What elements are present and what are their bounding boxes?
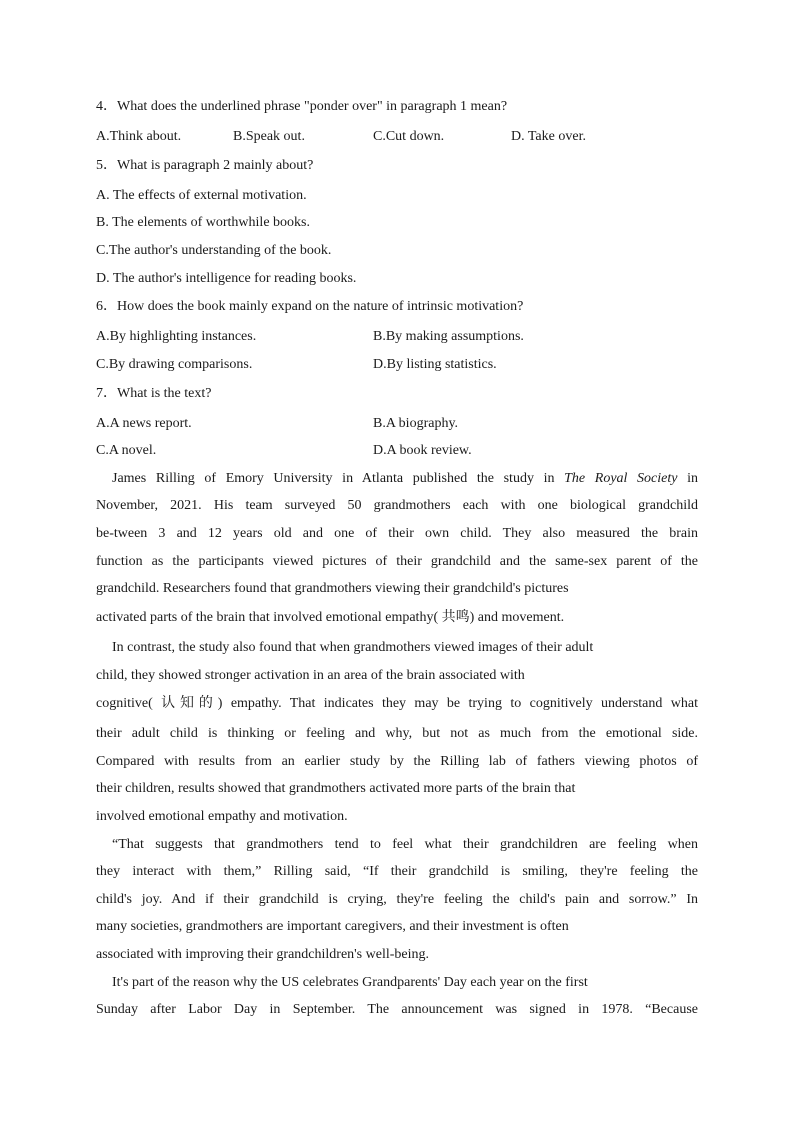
passage-p1-text-post: in: [687, 471, 699, 486]
question-5-option-c: C.The author's understanding of the book.: [96, 243, 332, 258]
question-4-option-b: B.Speak out.: [233, 129, 305, 144]
passage-p2-line-4: their adult child is thinking or feeling and why, but not as much from the emotional side.: [96, 726, 698, 741]
question-6-stem: 6．How does the book mainly expand on the nature of intrinsic motivation?: [96, 299, 524, 314]
passage-p3-line-5: associated with improving their grandchildren's well-being.: [96, 947, 429, 962]
passage-p2-line-7: involved emotional empathy and motivation.: [96, 809, 348, 824]
passage-p2-line-3: cognitive( 认知的) empathy. That indicates they may be trying to cognitively understand what: [96, 696, 698, 711]
question-5-option-d: D. The author's intelligence for reading books.: [96, 271, 357, 286]
question-4-option-c: C.Cut down.: [373, 129, 445, 144]
passage-p1-line-3: be-tween 3 and 12 years old and one of their own child. They also measured the brain: [96, 526, 698, 541]
passage-p2-line-1: In contrast, the study also found that when grandmothers viewed images of their adult: [112, 640, 594, 655]
journal-title: The Royal Society: [564, 471, 678, 486]
passage-p1-line-4: function as the participants viewed pictures of their grandchild and the same-sex parent of the: [96, 554, 698, 569]
passage-p1-line-6: activated parts of the brain that involved emotional empathy( 共鸣) and movement.: [96, 610, 565, 625]
passage-p2-line-2: child, they showed stronger activation in an area of the brain associated with: [96, 668, 525, 683]
question-6-option-c: C.By drawing comparisons.: [96, 357, 253, 372]
passage-p2-line-6: their children, results showed that grandmothers activated more parts of the brain that: [96, 781, 576, 796]
question-7-option-d: D.A book review.: [373, 443, 472, 458]
question-4-stem: 4．What does the underlined phrase "ponder over" in paragraph 1 mean?: [96, 99, 508, 114]
question-5-option-a: A. The effects of external motivation.: [96, 188, 307, 203]
question-5-option-b: B. The elements of worthwhile books.: [96, 215, 310, 230]
passage-p3-line-2: they interact with them,” Rilling said, “If their grandchild is smiling, they're feeling the: [96, 864, 698, 879]
passage-p3-line-3: child's joy. And if their grandchild is crying, they're feeling the child's pain and sorrow.” In: [96, 892, 698, 907]
passage-p4-line-2: Sunday after Labor Day in September. The announcement was signed in 1978. “Because: [96, 1002, 698, 1017]
passage-p1-text-pre: James Rilling of Emory University in Atlanta published the study in: [112, 471, 555, 486]
passage-p1-line-2: November, 2021. His team surveyed 50 grandmothers each with one biological grandchild: [96, 498, 698, 513]
question-6-option-a: A.By highlighting instances.: [96, 329, 257, 344]
question-7-option-a: A.A news report.: [96, 416, 192, 431]
passage-p4-line-1: It's part of the reason why the US celebrates Grandparents' Day each year on the first: [112, 975, 588, 990]
question-7-stem: 7．What is the text?: [96, 386, 212, 401]
question-7-option-b: B.A biography.: [373, 416, 459, 431]
question-6-option-d: D.By listing statistics.: [373, 357, 497, 372]
question-7-option-c: C.A novel.: [96, 443, 157, 458]
question-4-option-a: A.Think about.: [96, 129, 182, 144]
question-4-option-d: D. Take over.: [511, 129, 586, 144]
question-6-option-b: B.By making assumptions.: [373, 329, 524, 344]
passage-p3-line-4: many societies, grandmothers are important caregivers, and their investment is often: [96, 919, 569, 934]
passage-p1-line-1: [112, 470, 698, 488]
passage-p1-line-5: grandchild. Researchers found that grandmothers viewing their grandchild's pictures: [96, 581, 569, 596]
question-5-stem: 5．What is paragraph 2 mainly about?: [96, 158, 314, 173]
passage-p2-line-5: Compared with results from an earlier study by the Rilling lab of fathers viewing photos of: [96, 754, 698, 769]
passage-p3-line-1: “That suggests that grandmothers tend to feel what their grandchildren are feeling when: [112, 837, 698, 852]
